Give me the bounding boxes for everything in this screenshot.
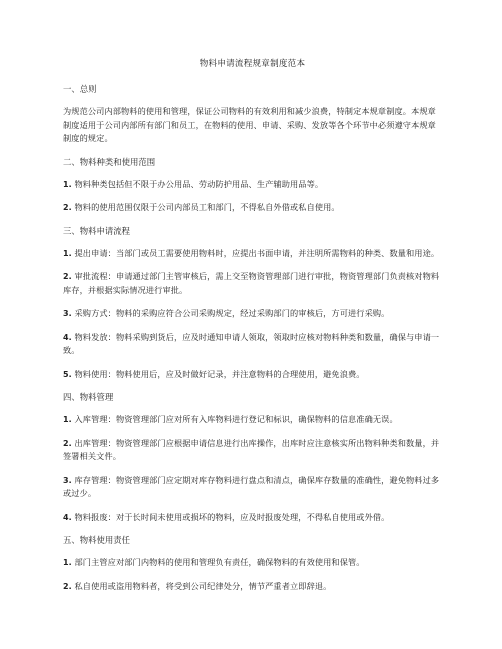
list-item — [63, 580, 442, 594]
paragraph-text: 物料报废：对于长时间未使用或损坏的物料，应及时报废处理，不得私自使用或外借。 — [74, 511, 390, 522]
list-item — [63, 437, 442, 464]
list-item — [63, 247, 442, 261]
item-number: 1. — [63, 415, 72, 424]
item-number: 4. — [63, 332, 72, 342]
paragraph-text: 入库管理：物资管理部门应对所有入库物料进行登记和标识，确保物料的信息准确无误。 — [74, 414, 398, 424]
item-number: 1. — [63, 248, 72, 258]
paragraph-text: 私自使用或盗用物料者，将受到公司纪律处分，情节严重者立即辞退。 — [74, 580, 332, 591]
paragraph-text: 提出申请：当部门或员工需要使用物料时，应提出书面申请，并注明所需物料的种类、数量和用途。 — [74, 247, 440, 258]
list-item — [63, 178, 442, 192]
item-number: 2. — [63, 203, 72, 212]
list-item — [63, 474, 442, 501]
paragraph-text: 出库管理：物资管理部门应根据申请信息进行出库操作，出库时应注意核实所出物料种类和数量，并签署相关文件。 — [63, 437, 440, 461]
paragraph-text: 部门主管应对部门内物料的使用和管理负有责任，确保物料的有效使用和保管。 — [74, 557, 365, 567]
item-number: 2. — [63, 438, 72, 448]
section-heading: 二、物料种类和使用范围 — [63, 156, 156, 167]
section-general — [63, 83, 442, 146]
item-number: 1. — [63, 179, 72, 189]
paragraph-text: 采购方式：物料的采购应符合公司采购规定，经过采购部门的审核后，方可进行采购。 — [74, 308, 390, 318]
list-item — [63, 413, 442, 427]
section-material-management — [63, 391, 442, 524]
paragraph-text: 物料使用：物料使用后，应及时做好记录，并注意物料的合理使用，避免浪费。 — [74, 368, 365, 379]
item-number: 3. — [63, 309, 72, 318]
item-number: 2. — [63, 581, 72, 591]
paragraph-text: 物料的使用范围仅限于公司内部员工和部门，不得私自外借或私自使用。 — [74, 202, 340, 212]
item-number: 1. — [63, 558, 72, 567]
section-usage-responsibility — [63, 534, 442, 593]
list-item — [63, 368, 442, 382]
section-heading: 五、物料使用责任 — [63, 535, 130, 545]
paragraph-text: 物料发放：物料采购到货后，应及时通知申请人领取，领取时应核对物料种类和数量，确保与申请一致。 — [63, 331, 440, 355]
paragraph-text: 为规范公司内部物料的使用和管理，保证公司物料的有效利用和减少浪费，特制定本规章制度。本规章制度适用于公司内部所有部门和员工，在物料的使用、申请、采购、发放等各个环节中必须遵守本规章制度的规定。 — [63, 106, 436, 143]
section-heading: 四、物料管理 — [63, 392, 114, 402]
list-item — [63, 270, 442, 297]
list-item — [63, 307, 442, 321]
item-number: 4. — [63, 512, 72, 522]
section-heading: 三、物料申请流程 — [63, 225, 130, 236]
list-item — [63, 511, 442, 525]
section-material-types — [63, 156, 442, 215]
list-item — [63, 556, 442, 570]
section-heading: 一、总则 — [63, 84, 97, 94]
item-number: 3. — [63, 475, 72, 485]
item-number: 2. — [63, 272, 72, 281]
document-title: 物料申请流程规章制度范本 — [199, 59, 306, 69]
paragraph-text: 审批流程：申请通过部门主管审核后，需上交至物资管理部门进行审批，物资管理部门负责核对物料库存，并根据实际情况进行审批。 — [63, 271, 440, 295]
paragraph-text: 库存管理：物资管理部门应定期对库存物料进行盘点和清点，确保库存数量的准确性，避免物料过多或过少。 — [63, 474, 440, 498]
list-item — [63, 201, 442, 215]
section-application-process — [63, 225, 442, 382]
list-item — [63, 331, 442, 358]
item-number: 5. — [63, 369, 72, 379]
paragraph — [63, 105, 442, 146]
paragraph-text: 物料种类包括但不限于办公用品、劳动防护用品、生产辅助用品等。 — [74, 178, 324, 189]
